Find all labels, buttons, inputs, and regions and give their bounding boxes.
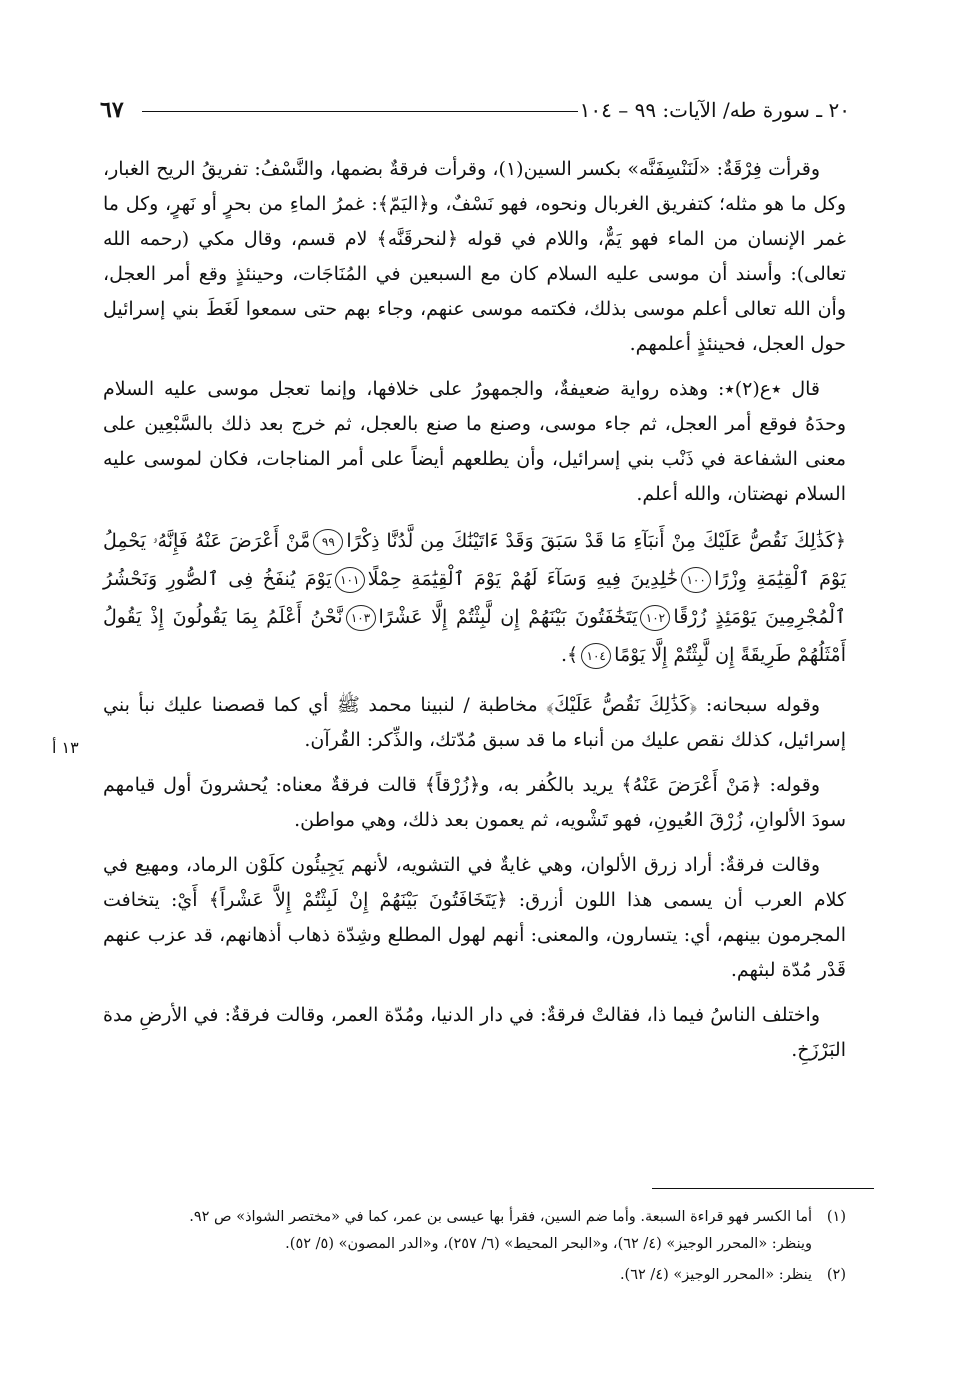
paragraph: وقالت فرقةٌ: أراد زرق الألوان، وهي غايةٌ في التشويه، لأنهم يَجِيئُون كلَوْن الرماد، ومهيع في كلام العرب أن يسمى هذا اللون أزرق: ﴿يَتَخَافَتُونَ بَيْنَهُمْ إِنْ لَبِثْتُمْ إِلاَّ عَشْراً﴾ أَيْ: يتخافت المجرمون بينهم، أي: يتسارون، والمعنى: أنهم لهول المطلع وشِدّة ذهاب أذهانهم، قد عزب عنهم قَدْر مُدّة لبثهم.: [103, 854, 846, 981]
footnote: [103, 1204, 846, 1258]
paragraph: وقوله: ﴿مَنْ أَعْرَضَ عَنْهُ﴾ يريد بالكُفر به، و﴿زُرْقاً﴾ قالت فرقةٌ معناه: يُحشرونَ أول قيامهم سودَ الألوانِ، زُرْقَ العُيونِ، فهو تَشْويه، ثم يعمون بعد ذلك، وهي مواطن.: [103, 774, 846, 831]
verse-end: ﴾.: [560, 644, 579, 666]
verse-number-marker: ١٠١: [335, 567, 365, 593]
footnote-number: (٢): [826, 1267, 846, 1283]
footnote-text: أما الكسر فهو قراءة السبعة. وأما ضم السين، فقرأ بها عيسى بن عمر، كما في «مختصر الشواذ» ص ٩٢.: [189, 1209, 812, 1225]
footnotes: [103, 1204, 846, 1293]
running-header: [100, 92, 850, 132]
verse-text: يَتَخَٰفَتُونَ بَيْنَهُمْ إِن لَّبِثْتُمْ إِلَّا عَشْرًا: [378, 606, 638, 628]
verse-text: نَّحْنُ أَعْلَمُ بِمَا يَقُولُونَ إِذْ يَقُولُ أَمْثَلُهُمْ طَرِيقَةً إِن لَّبِثْتُمْ إِلَّا يَوْمًا: [103, 606, 846, 666]
footnote-number: (١): [826, 1209, 846, 1225]
verse-text: ﴿كَذَٰلِكَ نَقُصُّ عَلَيْكَ مِنْ أَنبَآءِ مَا قَدْ سَبَقَ وَقَدْ ءَاتَيْنَٰكَ مِن لَّدُنَّا ذِكْرًا: [346, 530, 846, 552]
page-number: ٦٧: [100, 97, 124, 123]
paragraph: وقوله سبحانه: ﴿كَذَٰلِكَ نَقُصُّ عَلَيْكَ﴾ مخاطبة / لنبينا محمد ﷺ أي كما قصصنا عليك نبأ بني إسرائيل، كذلك نقص عليك من أنباء ما قد سبق مُدّتك، والذِّكر: القُرآن.: [103, 694, 846, 751]
quran-verse-block: [103, 522, 846, 674]
verse-text: خَٰلِدِينَ فِيهِ وَسَآءَ لَهُمْ يَوْمَ ٱلْقِيَٰمَةِ حِمْلًا: [367, 568, 679, 590]
main-text: [103, 152, 846, 1078]
footnote-rule: [652, 1188, 874, 1189]
footnote: [103, 1262, 846, 1289]
footnote-text: ينظر: «المحرر الوجيز» (٤/ ٦٢).: [619, 1267, 812, 1283]
paragraph: واختلف الناسُ فيما ذا، فقالتْ فرقةٌ: في دار الدنيا، ومُدّة العمر، وقالت فرقةٌ: في الأرضِ مدة البَرْزَخِ.: [103, 1004, 846, 1061]
verse-text: مَّنْ أَعْرَضَ عَنْهُ فَإِنَّهُۥ يَحْمِلُ يَوْمَ ٱلْقِيَٰمَةِ وِزْرًا: [103, 530, 846, 590]
margin-note: ١٣ أ: [52, 738, 79, 757]
verse-number-marker: ١٠٢: [640, 605, 670, 631]
verse-number-marker: ١٠٤: [581, 643, 611, 669]
verse-number-marker: ١٠٣: [346, 605, 376, 631]
verse-number-marker: ١٠٠: [681, 567, 711, 593]
paragraph: وقرأت فِرْقَةٌ: «لَنَنْسِفَنَّه» بكسر السين(١)، وقرأت فرقةٌ بضمها، والنَّسْفُ: تفريقُ الريح الغبار، وكل ما هو مثله؛ كتفريق الغربال ونحوه، فهو نَسْفٌ، و﴿اليَمّ﴾: غمرُ الماءِ من بحرٍ أو نَهرٍ، وكل ما غمر الإنسان من الماء فهو يَمٌّ، واللام في قوله ﴿لنحرقَنَّه﴾ لام قسم، وقال مكي (رحمه الله تعالى): وأسند أن موسى عليه السلام كان مع السبعين في المُنَاجَات، وحينئذٍ وقع أمر العجل، وأن الله تعالى أعلم موسى بذلك، فكتمه موسى عنهم، وجاء بهم حتى سمعوا لَغَطَ بني إسرائيل حول العجل، فحينئذٍ أعلمهم.: [103, 158, 846, 355]
header-title: ٢٠ ـ سورة طه/ الآيات: ٩٩ – ١٠٤: [579, 98, 850, 122]
verse-number-marker: ٩٩: [313, 529, 343, 555]
paragraph: قال ٭ع(٢)٭: وهذه رواية ضعيفةٌ، والجمهورُ على خلافها، وإنما تعجل موسى عليه السلام وحدَهُ فوقع أمر العجل، ثم جاء موسى، وصنع ما صنع بالعجل، ثم خرج بعد ذلك بالسَّبْعِين على معنى الشفاعة في ذَنْب بني إسرائيل، وأن يطلعهم أيضاً على أمر المناجات، فكان لموسى عليه السلام نهضتان، والله أعلم.: [103, 378, 846, 505]
footnote-text: وينظر: «المحرر الوجيز» (٤/ ٦٢)، و«البحر المحيط» (٦/ ٢٥٧)، و«الدر المصون» (٥/ ٥٢).: [285, 1236, 812, 1252]
verse-text: يَوْمَ يُنفَخُ فِى ٱلصُّورِ وَنَحْشُرُ ٱلْمُجْرِمِينَ يَوْمَئِذٍ زُرْقًا: [103, 568, 846, 628]
header-rule: [142, 111, 578, 112]
